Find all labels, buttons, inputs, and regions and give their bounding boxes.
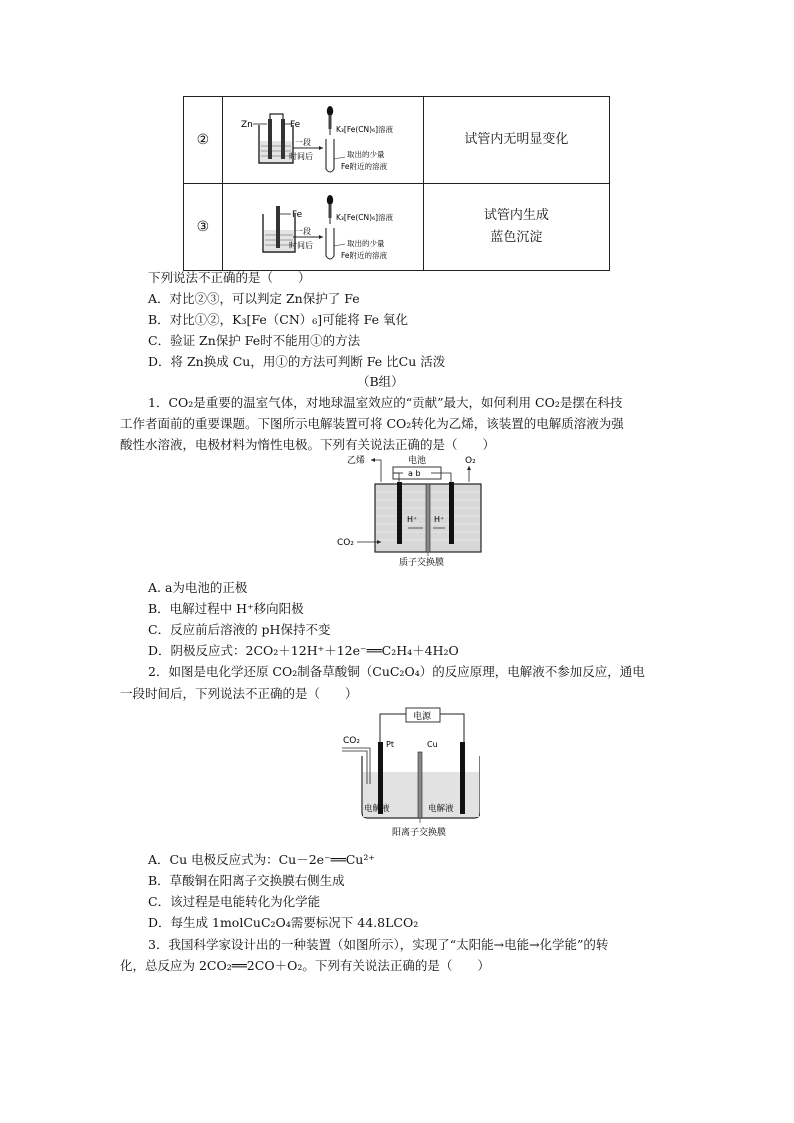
fe-label: Fe <box>289 120 300 130</box>
sample-label-2: Fe附近的溶液 <box>340 251 387 260</box>
sample-label-2: Fe附近的溶液 <box>340 162 387 171</box>
result-cell <box>423 184 609 271</box>
q2-option-a: A．Cu 电极反应式为：Cu－2e⁻══Cu²⁺ <box>148 852 375 867</box>
wait-label-2: 时间后 <box>288 152 313 161</box>
experiment-figure <box>222 97 423 184</box>
fe-label: Fe <box>291 210 302 220</box>
group-heading: （B组） <box>357 374 404 389</box>
row-number: ② <box>184 97 223 184</box>
battery-label: 电池 <box>408 456 427 466</box>
copper-oxalate-electrolysis-diagram <box>340 704 480 840</box>
q1-option-c: C．反应前后溶液的 pH保持不变 <box>148 622 331 637</box>
q1-text-line: 工作者面前的重要课题。下图所示电解装置可将 CO₂转化为乙烯，该装置的电解质溶液为强 <box>120 416 624 431</box>
q1-option-a: A. a为电池的正极 <box>148 580 248 595</box>
oxygen-label: O₂ <box>465 456 476 466</box>
fe-beaker-diagram <box>223 184 423 266</box>
membrane-label: 阳离子交换膜 <box>392 828 447 838</box>
sample-label-1: 取出的少量 <box>346 150 385 159</box>
table-row <box>184 184 610 271</box>
q1-text-line: 酸性水溶液，电极材料为惰性电极。下列有关说法正确的是（ ） <box>120 437 496 452</box>
wait-label-2: 时间后 <box>288 241 313 250</box>
sample-label-1: 取出的少量 <box>346 239 385 248</box>
ion-label-right: H⁺ <box>434 515 445 524</box>
q2-text-line: 一段时间后，下列说法不正确的是（ ） <box>120 686 358 701</box>
result-line: 试管内生成 <box>483 208 549 223</box>
experiment-table <box>183 96 610 271</box>
q1-option-d: D．阴极反应式：2CO₂＋12H⁺＋12e⁻══C₂H₄＋4H₂O <box>148 643 459 658</box>
reagent-label: K₃[Fe(CN)₆]溶液 <box>335 125 393 134</box>
ethylene-label: 乙烯 <box>347 456 366 466</box>
option-c: C．验证 Zn保护 Fe时不能用①的方法 <box>148 333 361 348</box>
option-b: B．对比①②，K₃[Fe（CN）₆]可能将 Fe 氧化 <box>148 312 409 327</box>
row-number: ③ <box>184 184 223 271</box>
q3-text-line: 3．我国科学家设计出的一种装置（如图所示），实现了“太阳能→电能→化学能”的转 <box>148 937 609 952</box>
q1-option-b: B．电解过程中 H⁺移向阳极 <box>148 601 304 616</box>
q2-option-d: D．每生成 1molCuC₂O₄需要标况下 44.8LCO₂ <box>148 915 419 930</box>
wait-label-1: 一段 <box>294 227 311 236</box>
q2-option-c: C．该过程是电能转化为化学能 <box>148 894 321 909</box>
result-cell <box>423 97 609 184</box>
experiment-figure <box>222 184 423 271</box>
pt-label: Pt <box>386 740 394 749</box>
result-line: 蓝色沉淀 <box>490 230 543 245</box>
q1-text-line: 1．CO₂是重要的温室气体，对地球温室效应的“贡献”最大，如何利用 CO₂是摆在科技 <box>148 395 623 410</box>
zn-label: Zn <box>240 120 253 130</box>
q3-text-line: 化，总反应为 2CO₂══2CO＋O₂。下列有关说法正确的是（ ） <box>120 958 490 973</box>
ion-label-left: H⁺ <box>407 515 418 524</box>
result-line: 试管内无明显变化 <box>464 132 569 147</box>
membrane-label: 质子交换膜 <box>399 558 445 568</box>
co2-inlet-label: CO₂ <box>337 538 354 548</box>
battery-terminals: a b <box>408 469 421 478</box>
reagent-label: K₃[Fe(CN)₆]溶液 <box>335 213 393 222</box>
left-solution-label: 电解液 <box>364 804 390 814</box>
co2-inlet-label: CO₂ <box>343 736 360 746</box>
option-d: D．将 Zn换成 Cu，用①的方法可判断 Fe 比Cu 活泼 <box>148 354 446 369</box>
q2-option-b: B．草酸铜在阳离子交换膜右侧生成 <box>148 873 345 888</box>
question-stem: 下列说法不正确的是（ ） <box>148 270 311 285</box>
co2-ethylene-electrolysis-diagram <box>333 452 503 570</box>
wait-label-1: 一段 <box>294 138 311 147</box>
right-solution-label: 电解液 <box>428 804 454 814</box>
q2-text-line: 2．如图是电化学还原 CO₂制备草酸铜（CuC₂O₄）的反应原理，电解液不参加反应，通电 <box>148 664 645 679</box>
power-label: 电源 <box>413 712 432 722</box>
option-a: A．对比②③，可以判定 Zn保护了 Fe <box>148 291 360 306</box>
cu-label: Cu <box>427 740 438 749</box>
zn-fe-beaker-diagram <box>223 97 423 179</box>
table-row <box>184 97 610 184</box>
